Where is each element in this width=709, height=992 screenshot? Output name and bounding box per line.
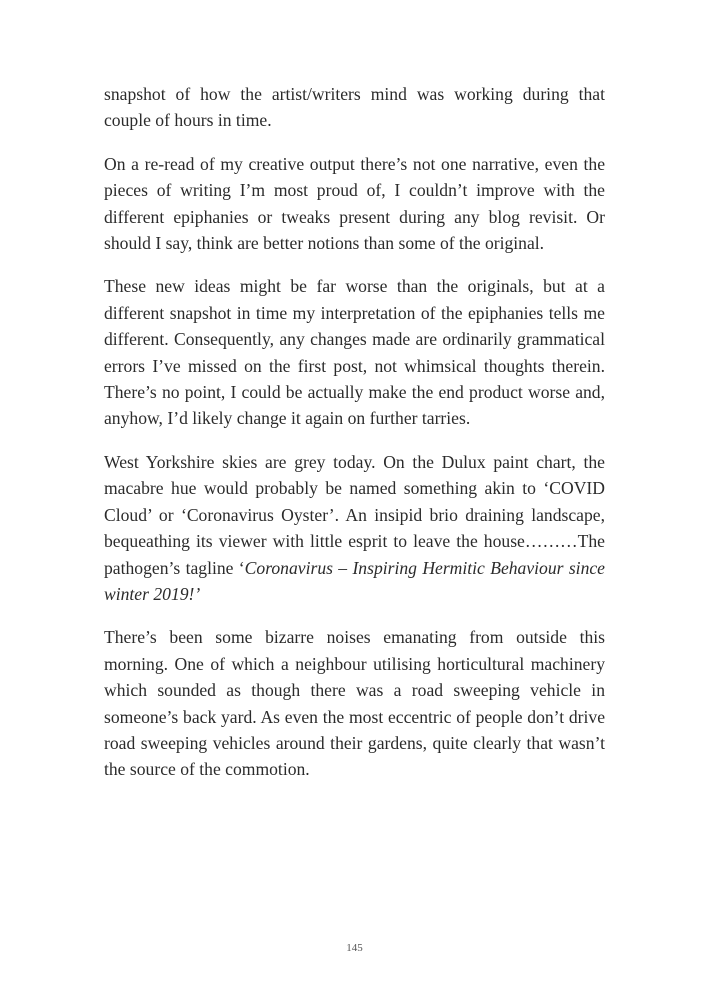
paragraph-1: snapshot of how the artist/writers mind was working during that couple of hours in time.	[104, 84, 605, 131]
paragraph-2: On a re-read of my creative output there’s not one narrative, even the pieces of writing I’m most proud of, I couldn’t improve with the different epiphanies or tweaks present during any blog revisit. Or should I say, think are better notions than some of the original.	[104, 153, 605, 254]
paragraph-3: These new ideas might be far worse than the originals, but at a different snapshot in time my interpretation of the epiphanies tells me different. Consequently, any changes made are ordinarily grammatical errors I’ve missed on the first post, not whimsical thoughts therein. There’s no point, I could be actually make the end product worse and, anyhow, I’d likely change it again on further tarries.	[104, 276, 605, 429]
paragraph-4	[104, 449, 605, 607]
paragraph-4-italic-tagline: Coronavirus – Inspiring Hermitic Behaviour since winter 2019!’	[104, 557, 605, 604]
body-text	[104, 81, 605, 800]
paragraph-4-text: West Yorkshire skies are grey today. On the Dulux paint chart, the macabre hue would probably be named something akin to ‘COVID Cloud’ or ‘Coronavirus Oyster’. An insipid brio draining landscape, bequeathing its viewer with little esprit to leave the house………The pathogen’s tagline ‘	[104, 451, 605, 578]
page-number: 145	[346, 942, 363, 954]
paragraph-5: There’s been some bizarre noises emanating from outside this morning. One of which a neighbour utilising horticultural machinery which sounded as though there was a road sweeping vehicle in someone’s back yard. As even the most eccentric of people don’t drive road sweeping vehicles around their gardens, quite clearly that wasn’t the source of the commotion.	[104, 627, 605, 780]
